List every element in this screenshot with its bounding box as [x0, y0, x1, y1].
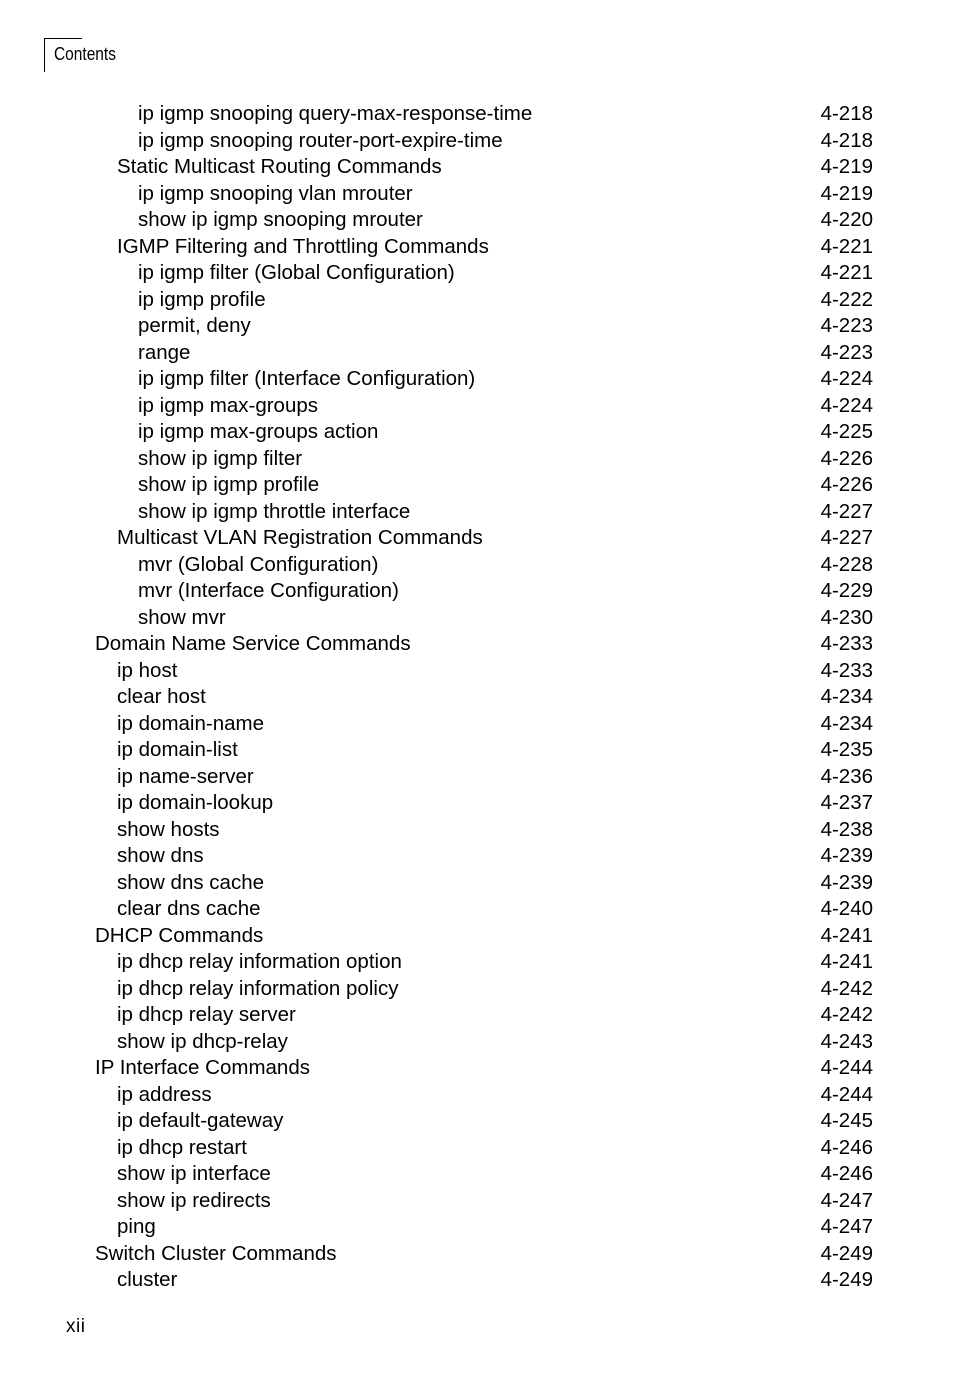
- toc-entry[interactable]: [0, 393, 954, 420]
- toc-entry-page: 4-223: [820, 340, 873, 364]
- toc-entry-page: 4-228: [820, 552, 873, 576]
- toc-entry[interactable]: [0, 260, 954, 287]
- toc-entry[interactable]: [0, 870, 954, 897]
- toc-entry-title: ip igmp max-groups action: [138, 420, 379, 443]
- toc-entry-title: show ip igmp throttle interface: [138, 499, 411, 523]
- toc-entry-title: ip dhcp relay server: [117, 1003, 296, 1026]
- toc-entry[interactable]: [0, 923, 954, 950]
- toc-entry-page: 4-244: [820, 1056, 873, 1079]
- toc-entry-title: ip igmp filter (Global Configuration): [138, 261, 455, 284]
- toc-entry-title: mvr (Interface Configuration): [138, 579, 399, 602]
- toc-entry-title: ping: [117, 1215, 156, 1238]
- toc-entry[interactable]: [0, 446, 954, 473]
- toc-entry[interactable]: [0, 1002, 954, 1029]
- toc-entry-page: 4-224: [820, 367, 873, 390]
- toc-entry-page: 4-243: [820, 1029, 873, 1053]
- toc-entry-page: 4-229: [820, 579, 873, 602]
- toc-entry-title: ip domain-list: [117, 738, 238, 761]
- toc-entry[interactable]: [0, 817, 954, 844]
- toc-entry-title: ip igmp snooping query-max-response-time: [138, 102, 533, 125]
- toc-entry-title: ip dhcp restart: [117, 1135, 247, 1159]
- toc-entry-title: ip host: [117, 658, 178, 682]
- toc-entry-title: Switch Cluster Commands: [95, 1241, 337, 1265]
- toc-entry[interactable]: [0, 366, 954, 393]
- toc-entry[interactable]: [0, 578, 954, 605]
- toc-entry[interactable]: [0, 976, 954, 1003]
- toc-entry-page: 4-247: [820, 1188, 873, 1212]
- toc-entry[interactable]: [0, 1161, 954, 1188]
- toc-entry[interactable]: [0, 181, 954, 208]
- toc-entry-page: 4-241: [820, 950, 873, 973]
- toc-entry-title: show ip dhcp-relay: [117, 1029, 288, 1053]
- toc-entry-title: ip igmp filter (Interface Configuration): [138, 367, 476, 390]
- toc-entry-page: 4-219: [820, 155, 873, 178]
- toc-entry-title: ip igmp profile: [138, 287, 266, 311]
- toc-entry-title: mvr (Global Configuration): [138, 552, 379, 576]
- toc-entry-page: 4-227: [820, 499, 873, 523]
- toc-entry[interactable]: [0, 949, 954, 976]
- toc-entry-title: permit, deny: [138, 314, 251, 337]
- toc-entry[interactable]: [0, 1214, 954, 1241]
- toc-entry-title: show dns: [117, 844, 204, 867]
- toc-entry-title: show mvr: [138, 605, 226, 629]
- toc-entry-page: 4-226: [820, 446, 873, 470]
- toc-entry-page: 4-223: [820, 314, 873, 337]
- toc-entry-page: 4-246: [820, 1162, 873, 1185]
- toc-entry-page: 4-219: [820, 181, 873, 205]
- toc-entry-title: clear dns cache: [117, 897, 261, 920]
- page-number: xii: [66, 1316, 86, 1337]
- toc-entry-page: 4-221: [820, 234, 873, 258]
- toc-entry-page: 4-235: [820, 738, 873, 761]
- toc-entry[interactable]: [0, 658, 954, 685]
- toc-entry-title: show ip redirects: [117, 1188, 271, 1212]
- toc-entry-page: 4-233: [820, 658, 873, 682]
- toc-entry[interactable]: [0, 1135, 954, 1162]
- toc-entry[interactable]: [0, 287, 954, 314]
- toc-entry-page: 4-234: [820, 685, 873, 708]
- toc-entry[interactable]: [0, 472, 954, 499]
- toc-entry-title: ip domain-lookup: [117, 791, 274, 814]
- toc-entry-page: 4-242: [820, 1003, 873, 1026]
- toc-entry-page: 4-245: [820, 1109, 873, 1132]
- toc-entry-title: IP Interface Commands: [95, 1056, 310, 1079]
- toc-entry-page: 4-239: [820, 870, 873, 894]
- toc-entry-title: Static Multicast Routing Commands: [117, 155, 442, 178]
- toc-entry-page: 4-225: [820, 420, 873, 443]
- toc-entry[interactable]: [0, 419, 954, 446]
- toc-entry[interactable]: [0, 631, 954, 658]
- toc-entry[interactable]: [0, 790, 954, 817]
- table-of-contents: [0, 101, 954, 1294]
- toc-entry-title: ip igmp snooping vlan mrouter: [138, 181, 413, 205]
- running-header: Contents: [54, 44, 116, 64]
- toc-entry[interactable]: [0, 1029, 954, 1056]
- toc-entry[interactable]: [0, 234, 954, 261]
- toc-entry-page: 4-230: [820, 605, 873, 629]
- toc-entry-page: 4-236: [820, 764, 873, 788]
- toc-entry-page: 4-242: [820, 976, 873, 1000]
- toc-entry-title: ip name-server: [117, 764, 254, 788]
- toc-entry-title: ip igmp max-groups: [138, 393, 319, 417]
- toc-entry-title: ip dhcp relay information policy: [117, 976, 399, 1000]
- toc-entry[interactable]: [0, 764, 954, 791]
- toc-entry[interactable]: [0, 843, 954, 870]
- toc-entry[interactable]: [0, 207, 954, 234]
- toc-entry-title: show ip igmp profile: [138, 473, 320, 496]
- toc-entry-title: DHCP Commands: [95, 923, 264, 947]
- toc-entry[interactable]: [0, 1241, 954, 1268]
- toc-entry[interactable]: [0, 1267, 954, 1294]
- toc-entry-title: show ip igmp snooping mrouter: [138, 208, 423, 231]
- toc-entry[interactable]: [0, 737, 954, 764]
- toc-entry[interactable]: [0, 525, 954, 552]
- toc-entry-title: cluster: [117, 1268, 178, 1291]
- toc-entry-page: 4-237: [820, 791, 873, 814]
- toc-entry-page: 4-227: [820, 526, 873, 549]
- toc-entry-page: 4-244: [820, 1082, 873, 1106]
- toc-entry[interactable]: [0, 340, 954, 367]
- toc-entry-page: 4-238: [820, 817, 873, 841]
- toc-entry-page: 4-240: [820, 897, 873, 920]
- toc-entry[interactable]: [0, 711, 954, 738]
- toc-entry-page: 4-220: [820, 208, 873, 231]
- toc-entry-page: 4-241: [820, 923, 873, 947]
- toc-entry[interactable]: [0, 605, 954, 632]
- toc-entry-page: 4-226: [820, 473, 873, 496]
- toc-entry-page: 4-233: [820, 632, 873, 655]
- toc-entry-title: ip igmp snooping router-port-expire-time: [138, 128, 503, 152]
- toc-entry[interactable]: [0, 154, 954, 181]
- toc-entry-title: Domain Name Service Commands: [95, 632, 411, 655]
- toc-entry-title: IGMP Filtering and Throttling Commands: [117, 234, 489, 258]
- toc-entry-title: show ip interface: [117, 1162, 271, 1185]
- toc-entry-title: show ip igmp filter: [138, 446, 303, 470]
- toc-entry-title: ip dhcp relay information option: [117, 950, 402, 973]
- toc-entry-page: 4-218: [820, 102, 873, 125]
- toc-entry-title: show dns cache: [117, 870, 265, 894]
- toc-entry[interactable]: [0, 552, 954, 579]
- toc-entry-title: show hosts: [117, 817, 220, 841]
- toc-entry[interactable]: [0, 499, 954, 526]
- toc-entry-title: ip address: [117, 1082, 212, 1106]
- toc-entry-page: 4-224: [820, 393, 873, 417]
- toc-entry-page: 4-234: [820, 711, 873, 735]
- toc-entry-page: 4-249: [820, 1241, 873, 1265]
- toc-entry[interactable]: [0, 1108, 954, 1135]
- toc-entry-page: 4-221: [820, 261, 873, 284]
- toc-entry-page: 4-218: [820, 128, 873, 152]
- toc-entry-title: ip default-gateway: [117, 1109, 284, 1132]
- toc-entry[interactable]: [0, 1082, 954, 1109]
- toc-entry-page: 4-239: [820, 844, 873, 867]
- toc-entry-page: 4-222: [820, 287, 873, 311]
- toc-entry-page: 4-246: [820, 1135, 873, 1159]
- toc-entry-page: 4-249: [820, 1268, 873, 1291]
- toc-entry[interactable]: [0, 684, 954, 711]
- toc-entry[interactable]: [0, 313, 954, 340]
- toc-entry-page: 4-247: [820, 1215, 873, 1238]
- toc-entry[interactable]: [0, 1055, 954, 1082]
- toc-entry[interactable]: [0, 101, 954, 128]
- toc-entry-title: Multicast VLAN Registration Commands: [117, 526, 483, 549]
- toc-entry-title: range: [138, 340, 191, 364]
- toc-entry-title: clear host: [117, 685, 206, 708]
- toc-entry[interactable]: [0, 896, 954, 923]
- toc-entry-title: ip domain-name: [117, 711, 264, 735]
- toc-entry[interactable]: [0, 1188, 954, 1215]
- toc-entry[interactable]: [0, 128, 954, 155]
